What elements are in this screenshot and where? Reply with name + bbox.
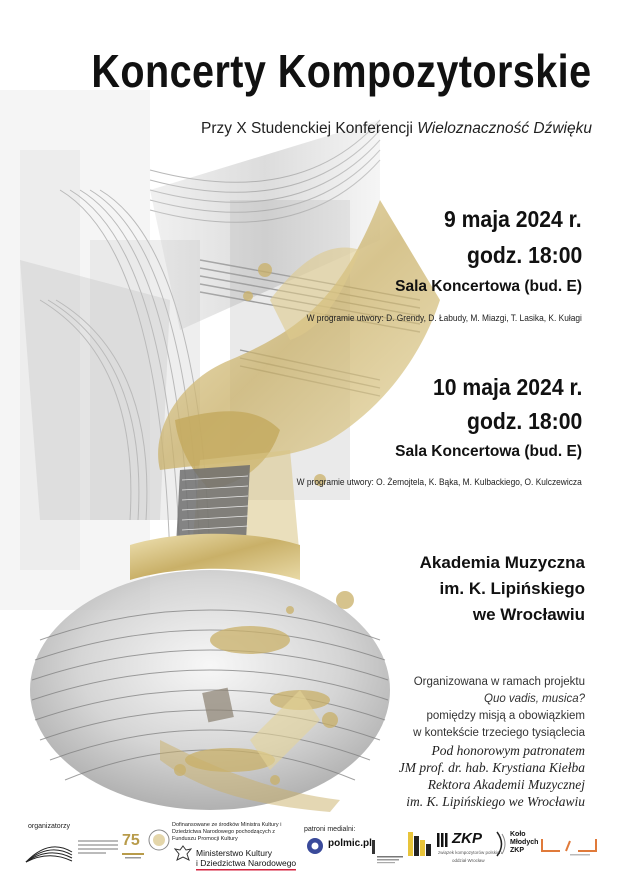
kolo-mlodych-zkp-logo [510, 831, 538, 855]
anniversary-mark-icon [122, 852, 144, 860]
society-logo [372, 838, 404, 864]
books-logo-icon [406, 828, 434, 858]
kolo-line-1: Koło [510, 831, 526, 838]
organizers-label: organizatorzy [28, 823, 71, 830]
patronage-line-3: Rektora Akademii Muzycznej [427, 777, 585, 792]
concert-1-venue: Sala Koncertowa (bud. E) [395, 278, 582, 295]
ministry-flag-stripe [196, 868, 296, 872]
project-line-3: pomiędzy misją a obowiązkiem [426, 710, 585, 722]
zkp-logo: ZKP [452, 830, 482, 847]
ministry-line-2: i Dziedzictwa Narodowego [196, 858, 297, 868]
funding-note: Dofinansowane ze środków Ministra Kultury i Dziedzictwa Narodowego pochodzących z Funduszu Promocji Kultury [172, 822, 282, 842]
project-line-1: Organizowana w ramach projektu [413, 676, 585, 688]
zkp-caption: związek kompozytorów polskich [438, 850, 502, 855]
patronage-line-4: im. K. Lipińskiego we Wrocławiu [406, 794, 585, 809]
poster-subtitle [201, 120, 592, 138]
academy-line-3: we Wrocławiu [472, 605, 585, 624]
academy-logo-caption [78, 840, 118, 854]
patronage-line-2: JM prof. dr. hab. Krystiana Kiełba [398, 760, 585, 775]
poster-title: Koncerty Kompozytorskie [91, 45, 592, 97]
concert-1-program: W programie utwory: D. Grendy, D. Łabudy, M. Miazgi, T. Lasika, K. Kułagi [306, 313, 582, 323]
academy-name [420, 550, 585, 628]
concert-1-date: 9 maja 2024 r. [444, 206, 582, 232]
kolo-logo-icon [494, 830, 508, 858]
honorary-patronage [399, 742, 585, 810]
polmic-logo-icon [306, 837, 324, 855]
ministry-name [196, 848, 296, 868]
kolo-line-2: Młodych [510, 839, 539, 846]
seal-icon [148, 826, 170, 856]
ministry-line-1: Ministerstwo Kultury [196, 848, 273, 858]
project-info [413, 674, 585, 742]
project-title: Quo vadis, musica? [484, 693, 585, 705]
academy-line-2: im. K. Lipińskiego [439, 579, 585, 598]
ministry-eagle-icon [174, 844, 192, 864]
zkp-branch: oddział Wrocław [452, 858, 485, 863]
zkp-bars-icon [436, 832, 452, 848]
concert-2-venue: Sala Koncertowa (bud. E) [395, 443, 582, 460]
patronage-line-1: Pod honorowym patronatem [431, 743, 585, 758]
academy-line-1: Akademia Muzyczna [419, 553, 585, 572]
project-line-4: w kontekście trzeciego tysiąclecia [413, 727, 585, 739]
concert-2-program: W programie utwory: O. Żemojtela, K. Bąka, M. Kulbackiego, O. Kulczewicza [296, 477, 582, 487]
conference-name: Wieloznaczność Dźwięku [417, 120, 592, 137]
subtitle-prefix: Przy X Studenckiej Konferencji [201, 120, 413, 137]
kolo-line-3: ZKP [510, 847, 524, 854]
concert-2-time: godz. 18:00 [466, 408, 582, 434]
orange-bracket-logo [540, 836, 602, 858]
concert-1-time: godz. 18:00 [466, 242, 582, 268]
media-patrons-label: patroni medialni: [304, 826, 356, 833]
concert-2-date: 10 maja 2024 r. [432, 374, 582, 400]
polmic-logo: polmic.pl [328, 838, 372, 849]
academy-logo [24, 838, 74, 864]
anniversary-75-logo: 75 [122, 832, 140, 849]
